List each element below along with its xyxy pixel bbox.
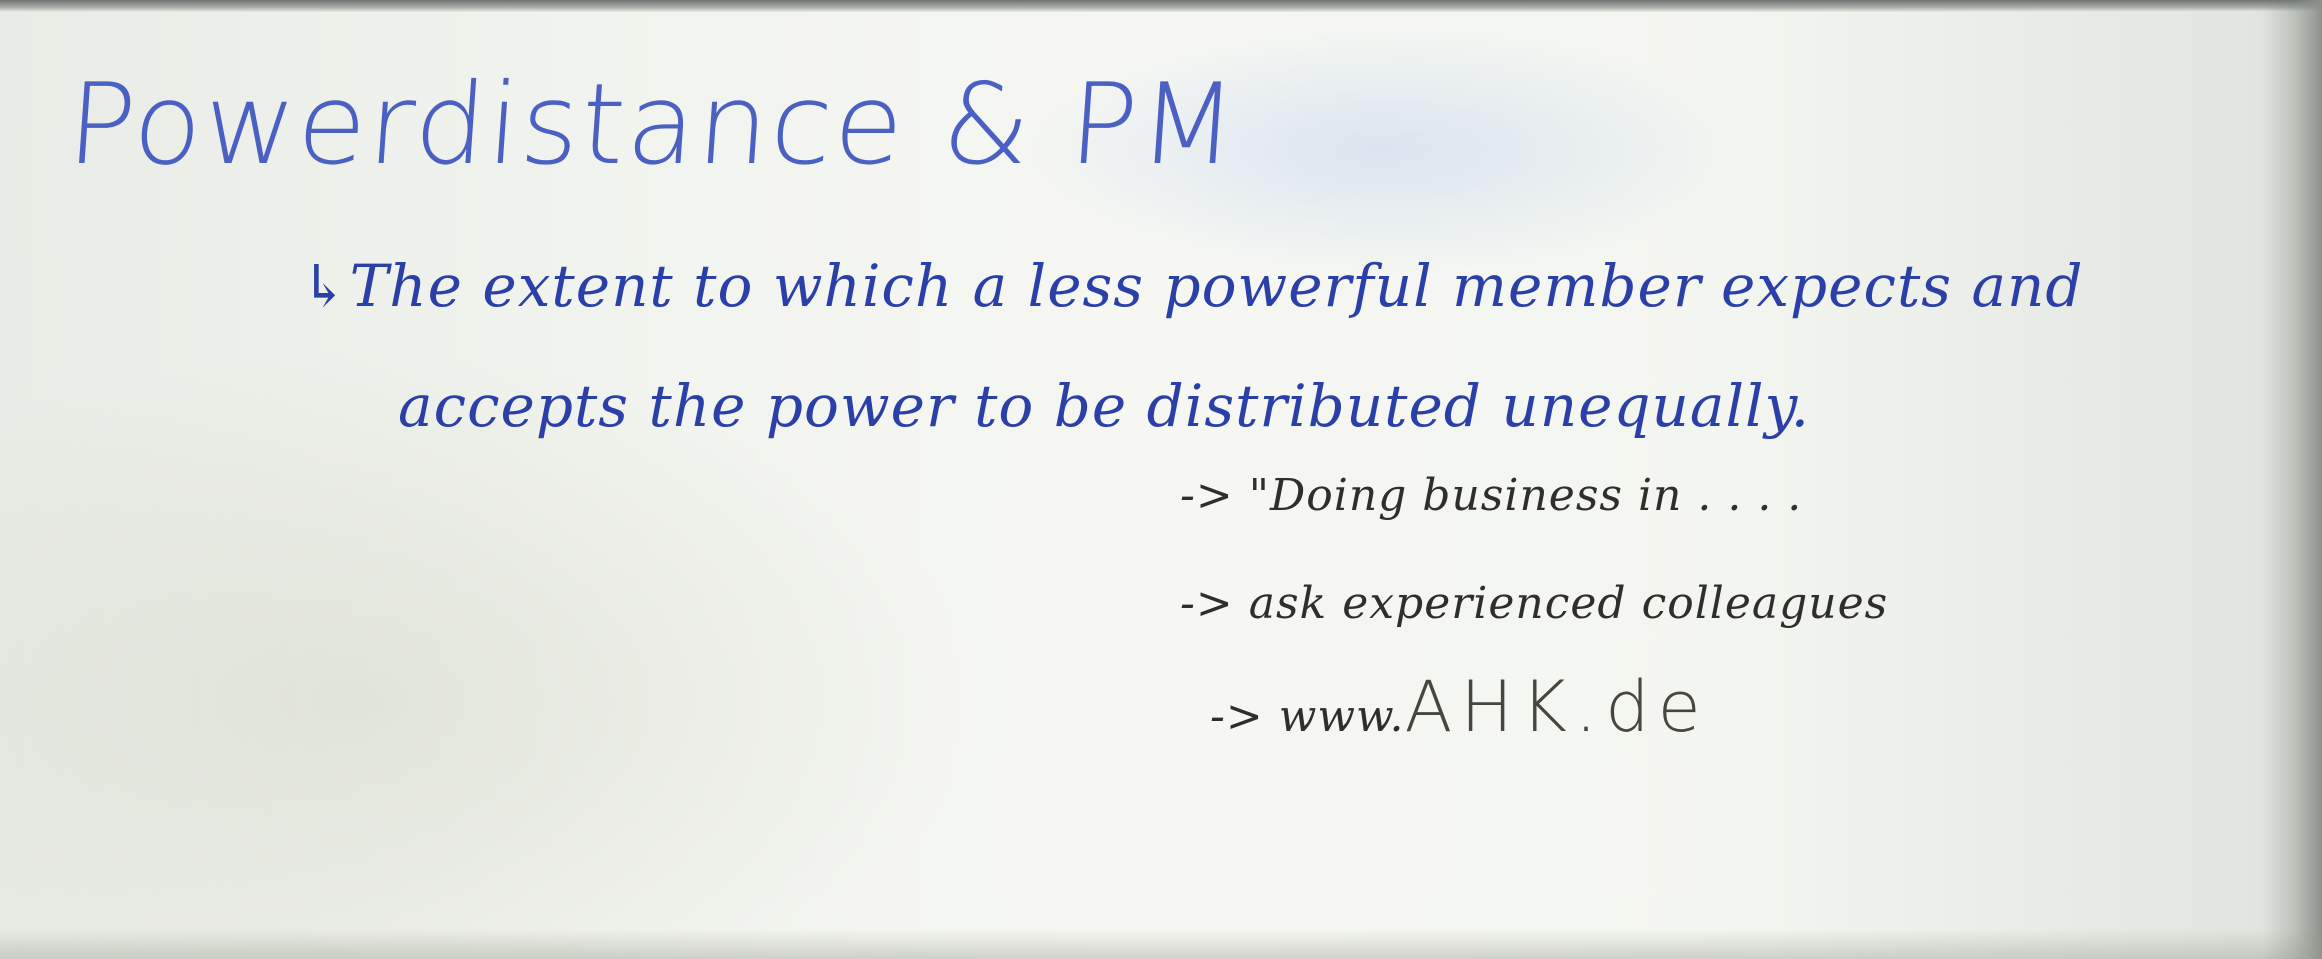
whiteboard-frame-bottom (0, 929, 2322, 959)
whiteboard-frame-right (2262, 0, 2322, 959)
note-text: ask experienced colleagues (1248, 578, 1889, 629)
note-colleagues (1180, 578, 1888, 629)
definition-line-2: accepts the power to be distributed unequally. (398, 372, 1811, 440)
note-website (1210, 666, 1709, 748)
note-text: AHK.de (1404, 666, 1709, 748)
board-title: Powerdistance & PM (63, 60, 1243, 190)
arrow-icon: -> (1180, 578, 1234, 629)
note-doing-business (1180, 470, 1802, 521)
arrow-icon: -> (1210, 691, 1264, 742)
definition-line-1: ↳The extent to which a less powerful member expects and (300, 252, 2084, 320)
whiteboard-frame-top (0, 0, 2322, 12)
note-prefix: www. (1278, 691, 1405, 742)
note-text: "Doing business in . . . . (1248, 470, 1803, 521)
arrow-icon: -> (1180, 470, 1234, 521)
